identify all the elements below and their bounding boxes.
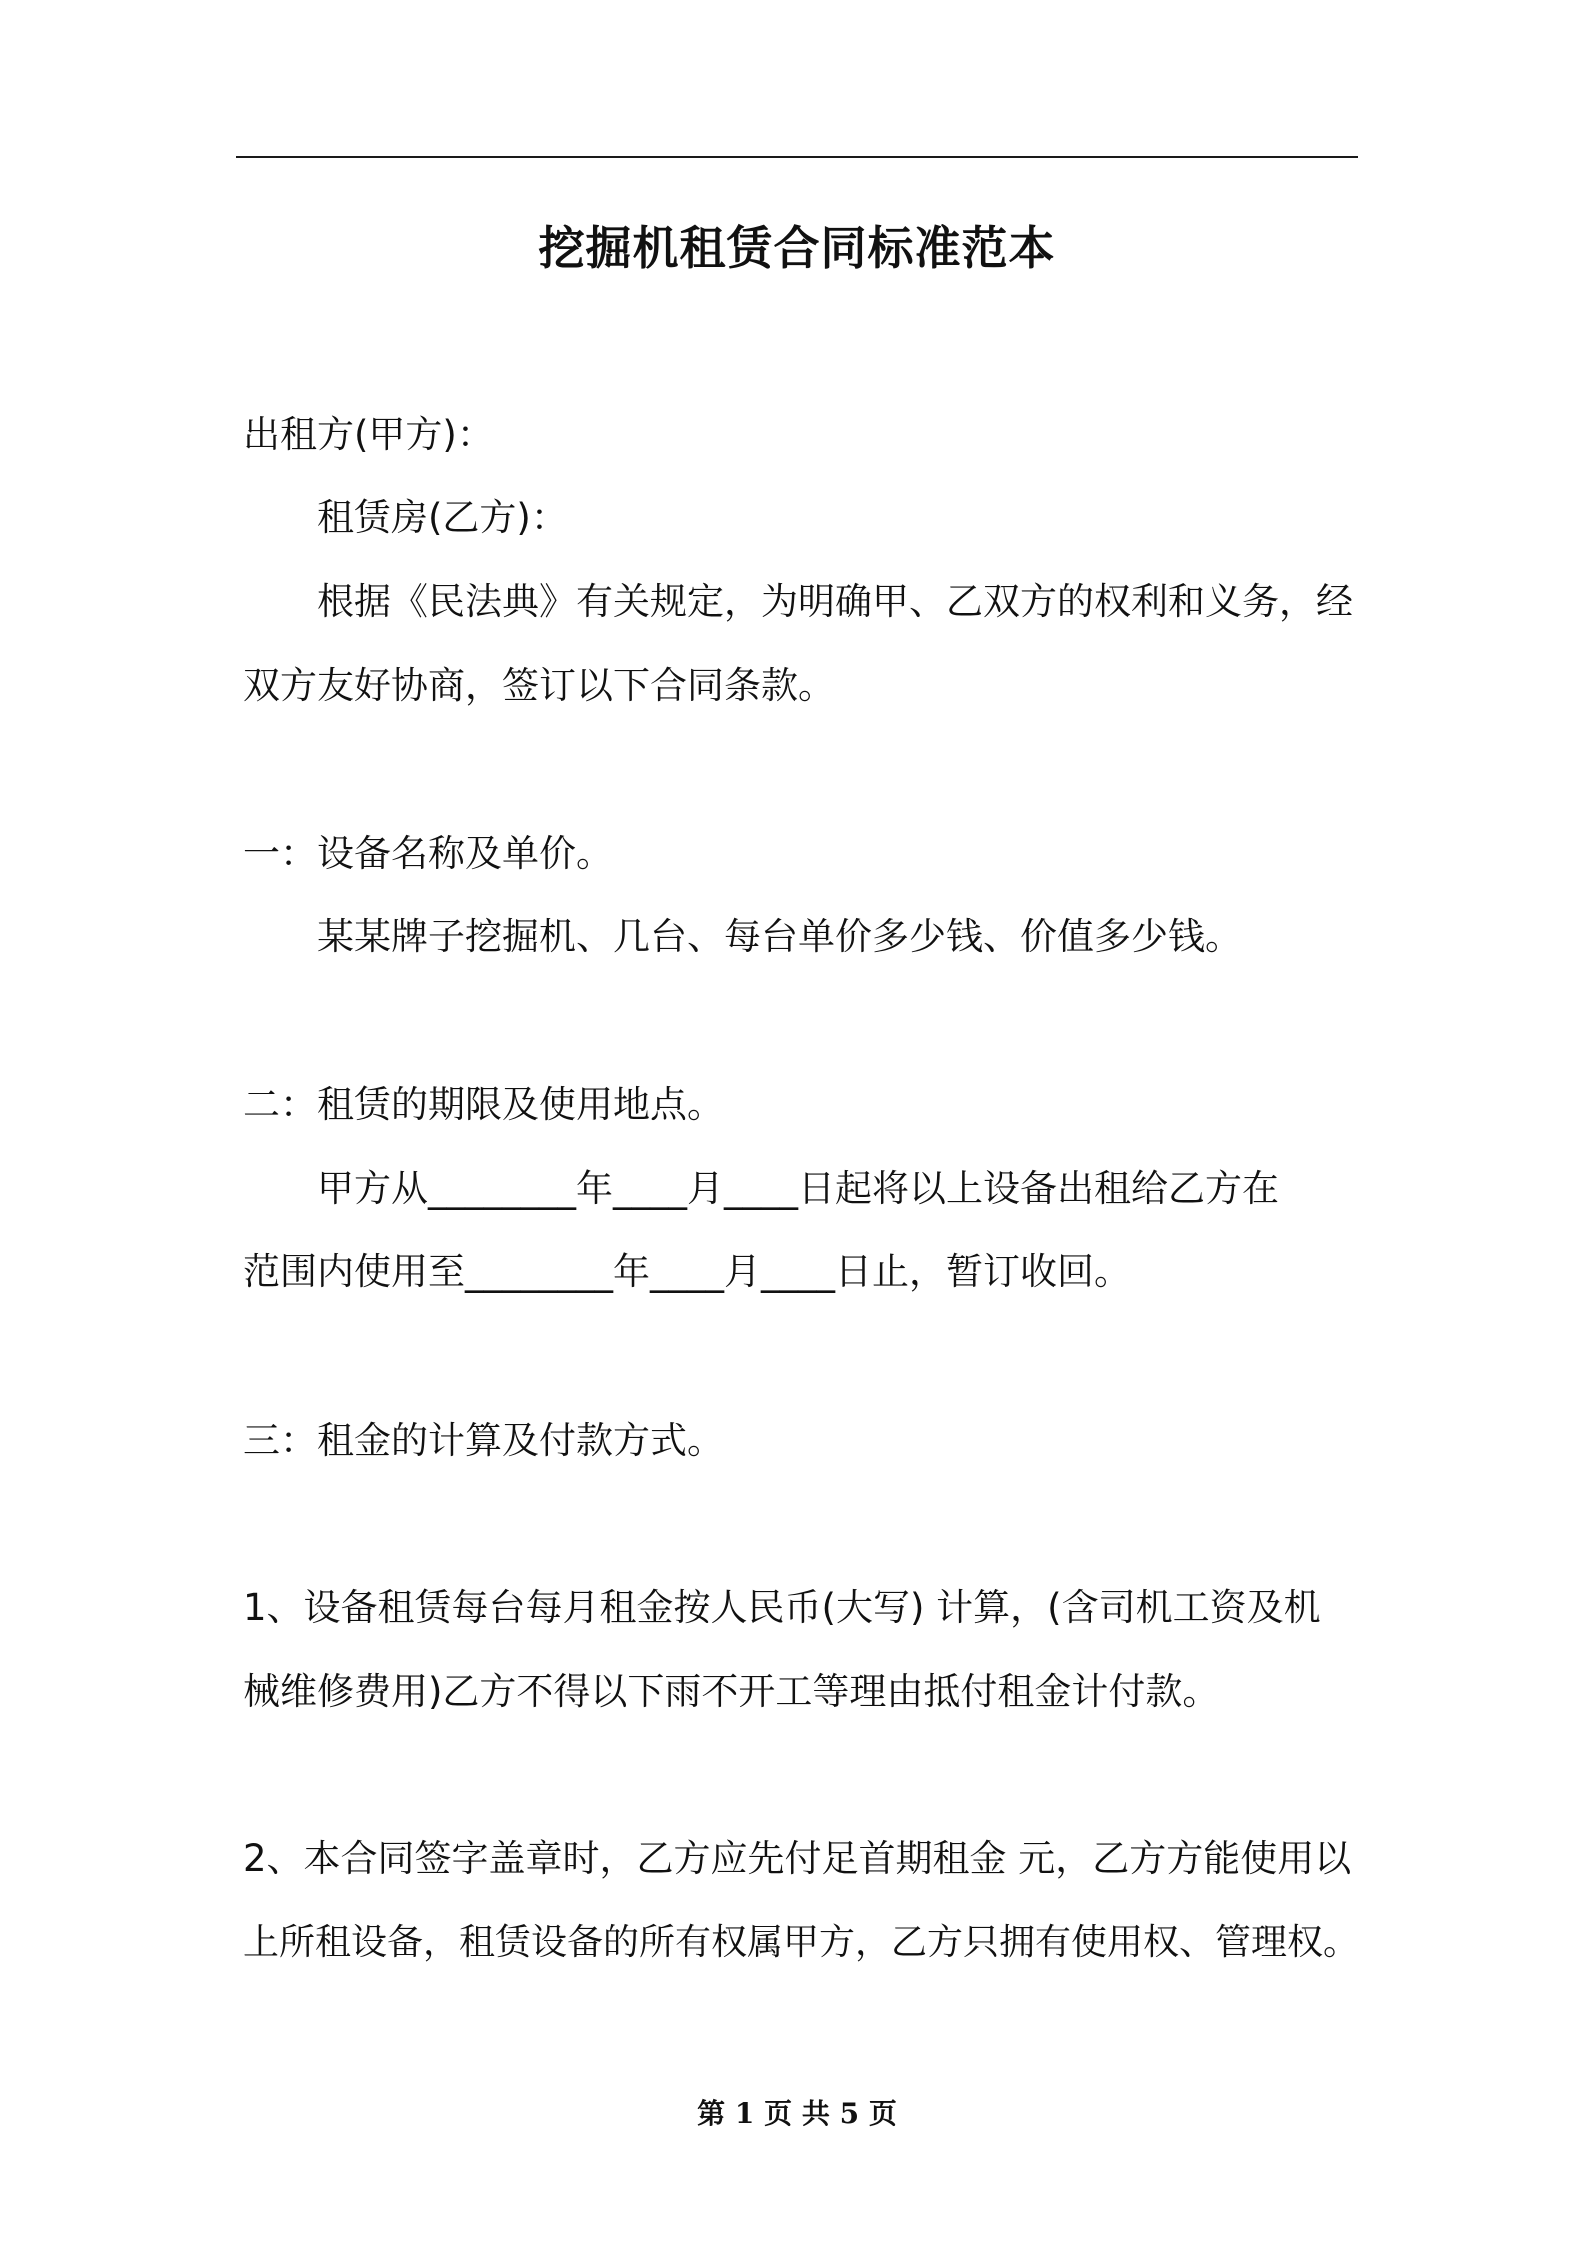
section-2-text-2: 范围内使用至________年____月____日止，暂订收回。 — [243, 1250, 1131, 1293]
clause-2-line-2: 上所租设备，租赁设备的所有权属甲方，乙方只拥有使用权、管理权。 — [243, 1922, 1360, 1963]
section-1-text: 某某牌子挖掘机、几台、每台单价多少钱、价值多少钱。 — [317, 915, 1242, 958]
party-a-line: 出租方(甲方)： — [243, 413, 494, 456]
document-title: 挖掘机租赁合同标准范本 — [538, 221, 1056, 275]
party-b-line: 租赁房(乙方)： — [317, 496, 568, 539]
section-3-heading: 三：租金的计算及付款方式。 — [243, 1419, 724, 1462]
clause-2-line-1: 2、本合同签字盖章时，乙方应先付足首期租金 元，乙方方能使用以 — [243, 1837, 1352, 1880]
section-1-heading: 一：设备名称及单价。 — [243, 832, 613, 875]
preamble-line-1: 根据《民法典》有关规定，为明确甲、乙双方的权利和义务，经 — [317, 580, 1353, 623]
preamble-line-2: 双方友好协商，签订以下合同条款。 — [243, 664, 835, 707]
page-number: 第 1 页 共 5 页 — [697, 2097, 897, 2130]
section-2-text-1: 甲方从________年____月____日起将以上设备出租给乙方在 — [317, 1167, 1279, 1210]
clause-1-line-1: 1、设备租赁每台每月租金按人民币(大写) 计算，(含司机工资及机 — [243, 1586, 1321, 1629]
header-rule — [236, 156, 1358, 158]
section-2-heading: 二：租赁的期限及使用地点。 — [243, 1083, 724, 1126]
clause-1-line-2: 械维修费用)乙方不得以下雨不开工等理由抵付租金计付款。 — [243, 1670, 1220, 1713]
